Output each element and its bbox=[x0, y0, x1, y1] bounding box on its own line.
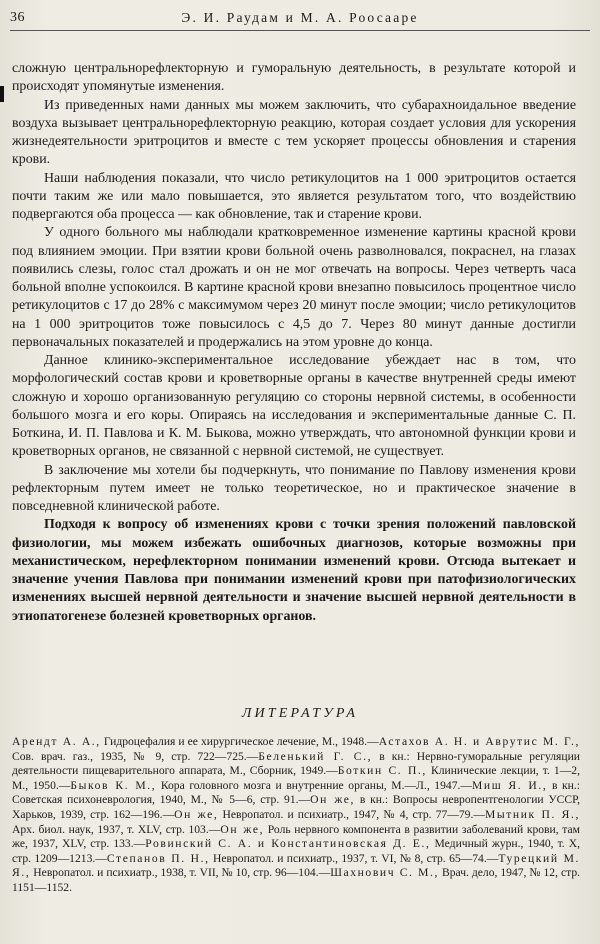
reference-author: Арендт А. А., bbox=[12, 735, 101, 748]
reference-text: Клинические лекции, т. 1—2, М., 1950.— bbox=[12, 764, 580, 792]
reference-author: Миш Я. И., bbox=[471, 778, 548, 792]
reference-author: Турецкий М. Я., bbox=[12, 851, 580, 880]
reference-author: Мытник П. Я., bbox=[484, 807, 581, 821]
reference-entry bbox=[174, 808, 485, 821]
reference-author: Беленький Г. С., bbox=[258, 749, 373, 763]
reference-author: Боткин С. П., bbox=[337, 764, 427, 778]
reference-text: в кн.: Советская психоневрология, 1940, М., № 5—6, стр. 91.— bbox=[12, 778, 581, 807]
reference-text: Кора головного мозга и внутренние органы, М.—Л., 1947.— bbox=[156, 778, 472, 792]
reference-entry bbox=[70, 779, 472, 792]
body-text bbox=[12, 60, 576, 626]
reference-author: Степанов П. Н., bbox=[106, 851, 210, 865]
reference-text: Невропатол. и психиатр., 1937, т. VI, № 8, стр. 65—74.— bbox=[209, 851, 499, 865]
reference-text: Гидроцефалия и ее хирургическое лечение, М., 1948.— bbox=[100, 735, 379, 748]
reference-author: Астахов А. Н. и Аврутис М. Г., bbox=[378, 735, 580, 748]
reference-entry bbox=[12, 735, 379, 748]
paragraph-1: сложную центральнорефлекторную и гуморальную деятельность, в результате которой и происходят упомянутые изменения. bbox=[12, 61, 576, 95]
paragraph-5: Данное клинико-экспериментальное исследование убеждает нас в том, что морфологический состав крови и кроветворные органы в качестве внутренней среды имеют сложную и хорошо организованную регуляцию со стороны нервной системы, в особенности большого мозга и его коры. Опираясь на исследования и экспериментальные данные С. П. Боткина, И. П. Павлова и К. М. Быкова, можно утверждать, что автономной функции крови и кроветворных органов, не связанной с нервной системой, не существует. bbox=[12, 353, 576, 460]
page-number: 36 bbox=[10, 10, 25, 25]
reference-text: Медичный журн., 1940, т. X, стр. 1209—1213.— bbox=[12, 837, 580, 865]
reference-text: Арх. биол. наук, 1937, т. XLV, стр. 103.— bbox=[12, 822, 221, 836]
reference-entry bbox=[107, 852, 498, 865]
references-heading: ЛИТЕРАТУРА bbox=[241, 706, 359, 721]
paragraph-6: В заключение мы хотели бы подчеркнуть, что понимание по Павлову изменения крови рефлекторным путем имеет не только теоретическое, но и практическое значение в повседневной клинической работе. bbox=[12, 462, 576, 514]
reference-author: Ровинский С. А. и Константиновская Д. Е., bbox=[145, 837, 431, 851]
margin-mark bbox=[0, 86, 4, 102]
header-rule bbox=[10, 30, 590, 31]
reference-text: в кн.: Нервно-гуморальные регуляции деятельности пищеварительного аппарата, М., Сборник, 1949.— bbox=[12, 749, 580, 778]
paragraph-2: Из приведенных нами данных мы можем заключить, что субарахноидальное введение воздуха вызывает центральнорефлекторную реакцию, которая создает условия для ускорения жизнедеятельности эритроцитов и вместе с тем ускоряет процессы обновления и старения крови. bbox=[12, 97, 576, 168]
paragraph-3: Наши наблюдения показали, что число ретикулоцитов на 1 000 эритроцитов остается почти таким же или мало повышается, это является результатом того, что воздействию подвергаются оба процесса — как обновление, так и старение крови. bbox=[12, 170, 576, 222]
paragraph-4: У одного больного мы наблюдали кратковременное изменение картины красной крови под влиянием эмоции. При взятии крови больной очень разволновался, покраснел, на глазах появились слезы, голос стал дрожать и он не мог отвечать на вопросы. Через четверть часа больной вполне успокоился. В картине красной крови внезапно повысилось процентное число ретикулоцитов с 17 до 28% с максимумом через 20 минут после эмоции; число ретикулоцитов на 1 000 эритроцитов тоже повысилось с 4,5 до 7. Через 80 минут данные достигли первоначальных показателей и продержались на этом уровне до конца. bbox=[12, 225, 576, 350]
reference-author: Он же, bbox=[220, 822, 265, 836]
reference-text: Невропатол. и психиатр., 1938, т. VII, № 10, стр. 96—104.— bbox=[30, 866, 331, 880]
reference-author: Шахнович С. М., bbox=[330, 866, 440, 880]
references-list bbox=[12, 735, 580, 896]
reference-text: Врач. дело, 1947, № 12, стр. 1151—1152. bbox=[12, 866, 581, 894]
reference-text: Невропатол. и психиатр., 1947, № 4, стр. 77—79.— bbox=[218, 807, 485, 821]
reference-text: Роль нервного компонента в развитии заболеваний крови, там же, 1937, XLV, стр. 133.— bbox=[12, 822, 580, 851]
reference-text: в кн.: Вопросы невропентгенологии УССР, Харьков, 1939, стр. 162—196.— bbox=[12, 793, 580, 821]
header-authors: Э. И. Раудам и М. А. Роосааре bbox=[181, 10, 419, 25]
reference-text: Сов. врач. газ., 1935, № 9, стр. 722—725.— bbox=[12, 749, 259, 763]
reference-author: Он же, bbox=[310, 793, 356, 807]
reference-author: Он же, bbox=[174, 807, 219, 821]
running-head bbox=[10, 10, 590, 28]
paragraph-7: Подходя к вопросу об изменениях крови с точки зрения положений павловской физиологии, мы можем избежать ошибочных диагнозов, которые возможны при механистическом, нерефлекторном понимании изменений крови. Отсюда вытекает и значение учения Павлова при понимании изменений крови при патофизиологических изменениях высшей нервной деятельности и значение высшей нервной деятельности в этиопатогенезе болезней кроветворных органов. bbox=[12, 517, 576, 624]
reference-author: Быков К. М., bbox=[70, 778, 157, 792]
